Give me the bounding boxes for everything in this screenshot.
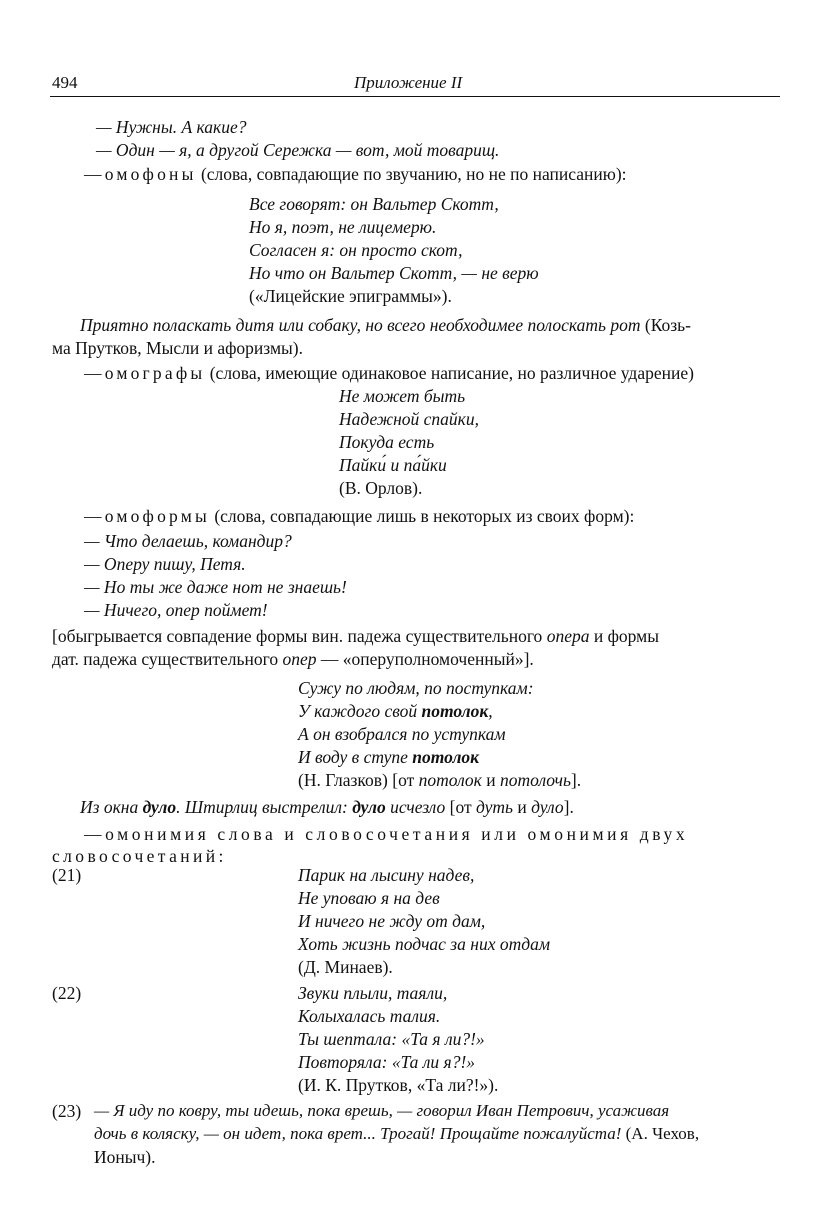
poem-line: Надежной спайки,: [339, 409, 479, 429]
aphorism-line: [80, 314, 691, 336]
joke-text: исчезло: [385, 797, 446, 817]
poem-line: Пайки́ и па́йки: [339, 455, 447, 475]
poem-bold-word: потолок: [421, 701, 489, 721]
poem-line: И ничего не жду от дам,: [298, 911, 486, 931]
source-text: и: [481, 770, 500, 790]
poem-line: Но я, поэт, не лицемерю.: [249, 217, 437, 237]
joke-line: [80, 796, 574, 818]
note-line: [52, 625, 659, 647]
joke-text: и: [513, 797, 532, 817]
poem-source: (Д. Минаев).: [298, 957, 393, 977]
dialog-line: — Что делаешь, командир?: [84, 531, 292, 551]
poem-line: Согласен я: он просто скот,: [249, 240, 463, 260]
joke-bold-word: дуло: [352, 797, 386, 817]
page-number: 494: [52, 73, 78, 92]
joke-text: [от: [445, 797, 476, 817]
note-word: опер: [282, 649, 317, 669]
definition-homonymy: словосочетаний:: [52, 846, 227, 866]
example-line: — Я иду по ковру, ты идешь, пока врешь, — говорил Иван Петрович, усаживая: [94, 1101, 670, 1120]
joke-bold-word: дуло: [142, 797, 177, 817]
poem-line: [298, 746, 479, 768]
source-word: потолок: [418, 770, 482, 790]
definition-omographs: [84, 362, 694, 384]
poem-text: У каждого свой: [298, 701, 422, 721]
poem-line: [298, 700, 493, 722]
poem-source: (И. К. Прутков, «Та ли?!»).: [298, 1075, 499, 1095]
poem-line: Хоть жизнь подчас за них отдам: [298, 934, 550, 954]
source-word: потолочь: [500, 770, 571, 790]
definition-homonymy: —омонимия слова и словосочетания или омонимия двух: [84, 824, 689, 844]
poem-bold-word: потолок: [412, 747, 480, 767]
poem-line: Колыхалась талия.: [298, 1006, 441, 1026]
dialog-line: — Оперу пишу, Петя.: [84, 554, 246, 574]
note-line: [52, 648, 534, 670]
poem-line: Сужу по людям, по поступкам:: [298, 678, 534, 698]
note-text: — «оперуполномоченный»].: [316, 649, 534, 669]
term: —омоформы: [84, 506, 210, 526]
running-title: Приложение II: [354, 73, 463, 92]
joke-text: ].: [563, 797, 574, 817]
poem-source: [298, 769, 581, 791]
example-number: (22): [52, 983, 82, 1003]
example-number: (23): [52, 1101, 82, 1121]
joke-word: дуть: [476, 797, 513, 817]
source-text: (Н. Глазков) [от: [298, 770, 419, 790]
header-rule: [50, 96, 780, 97]
joke-word: дуло: [531, 797, 564, 817]
dialog-line: — Ничего, опер поймет!: [84, 600, 268, 620]
example-italic: дочь в коляску, — он идет, пока врет... Трогай! Прощайте пожалуйста!: [94, 1124, 622, 1143]
example-line: [94, 1123, 699, 1145]
note-text: [обыгрывается совпадение формы вин. падежа существительного: [52, 626, 547, 646]
example-line: Ионыч).: [94, 1147, 156, 1167]
note-word: опера: [546, 626, 590, 646]
joke-text: Из окна: [80, 797, 143, 817]
poem-text: И воду в ступе: [298, 747, 413, 767]
definition-omophones: [84, 163, 627, 185]
poem-text: ,: [488, 701, 493, 721]
poem-source: («Лицейские эпиграммы»).: [249, 286, 452, 306]
definition-text: (слова, имеющие одинаковое написание, но различное ударение): [205, 363, 694, 383]
definition-text: (слова, совпадающие лишь в некоторых из своих форм):: [209, 506, 635, 526]
poem-line: Не уповаю я на дев: [298, 888, 440, 908]
note-text: дат. падежа существительного: [52, 649, 283, 669]
example-tail: (А. Чехов,: [621, 1124, 700, 1143]
aphorism-tail: (Козь-: [640, 315, 691, 335]
poem-line: Звуки плыли, таяли,: [298, 983, 448, 1003]
poem-line: Покуда есть: [339, 432, 435, 452]
dialog-line: — Нужны. А какие?: [96, 117, 247, 137]
source-text: ].: [570, 770, 582, 790]
poem-line: Парик на лысину надев,: [298, 865, 475, 885]
note-text: и формы: [589, 626, 659, 646]
poem-line: Повторяла: «Та ли я?!»: [298, 1052, 476, 1072]
poem-source: (В. Орлов).: [339, 478, 423, 498]
term: —омографы: [84, 363, 206, 383]
poem-line: А он взобрался по уступкам: [298, 724, 506, 744]
poem-line: Не может быть: [339, 386, 466, 406]
joke-text: . Штирлиц выстрелил:: [176, 797, 353, 817]
aphorism-italic: Приятно поласкать дитя или собаку, но всего необходимее полоскать рот: [80, 315, 641, 335]
poem-line: Но что он Вальтер Скотт, — не верю: [249, 263, 539, 283]
aphorism-line: ма Прутков, Мысли и афоризмы).: [52, 338, 303, 358]
definition-text: (слова, совпадающие по звучанию, но не по написанию):: [196, 164, 627, 184]
poem-line: Ты шептала: «Та я ли?!»: [298, 1029, 485, 1049]
dialog-line: — Один — я, а другой Сережка — вот, мой товарищ.: [96, 140, 500, 160]
poem-line: Все говорят: он Вальтер Скотт,: [249, 194, 499, 214]
example-number: (21): [52, 865, 82, 885]
term: —омофоны: [84, 164, 197, 184]
definition-omoforms: [84, 505, 634, 527]
dialog-line: — Но ты же даже нот не знаешь!: [84, 577, 347, 597]
